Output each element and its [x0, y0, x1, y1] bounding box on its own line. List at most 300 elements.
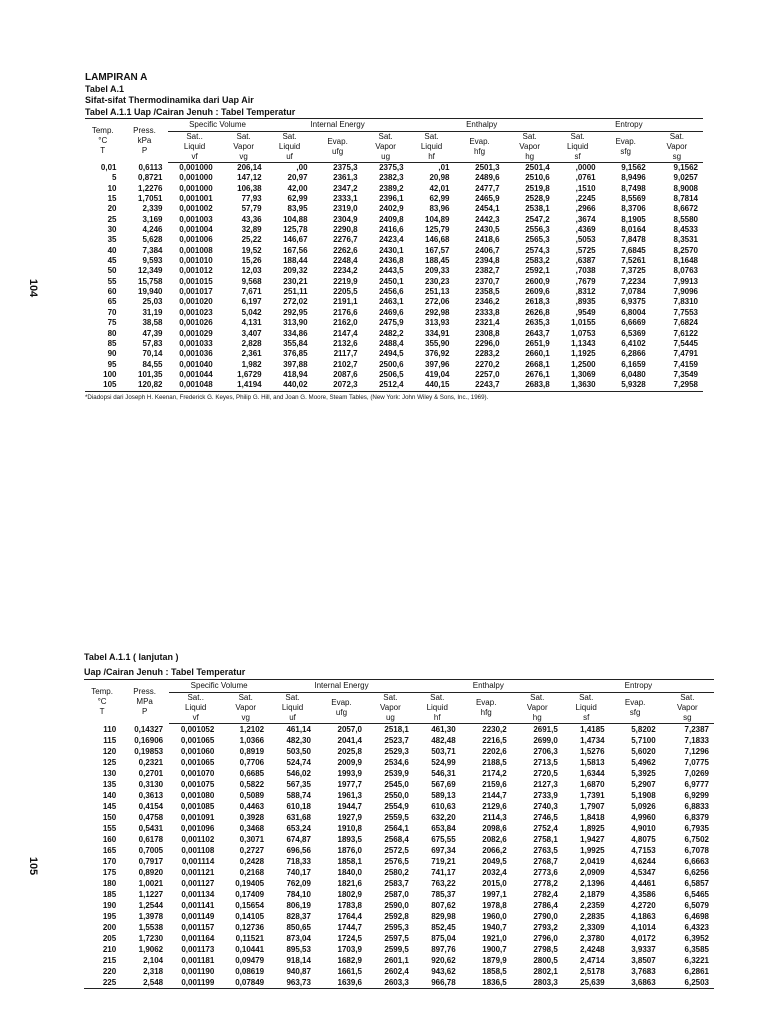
table-cell: 2786,4: [533, 901, 558, 910]
table-cell: 6,7935: [684, 824, 709, 833]
table-cell: 5,4962: [631, 758, 656, 767]
header-text: Temp.: [91, 125, 114, 135]
table-cell: 4,7153: [631, 846, 656, 855]
table-cell: 852,45: [431, 923, 456, 932]
table-cell: 7,0269: [684, 769, 709, 778]
table-row: [85, 256, 703, 266]
table-cell: 7,0784: [621, 287, 646, 297]
property-column-header: [505, 132, 555, 163]
table-cell: 1703,9: [337, 945, 362, 954]
property-column-header: [316, 693, 367, 724]
table-cell: 1,2500: [571, 359, 596, 369]
table-cell: 0,8721: [138, 173, 163, 183]
header-text: Liquid: [420, 142, 443, 151]
table-subtitle: Sifat-sifat Thermodinamika dari Uap Air: [85, 95, 254, 105]
table-cell: 2488,4: [379, 338, 404, 348]
table-cell: 185: [102, 890, 117, 899]
table-cell: 2,4714: [580, 956, 605, 965]
table-cell: 6,8004: [621, 307, 646, 317]
table-cell: 674,87: [286, 835, 311, 844]
table-cell: 6,1659: [621, 359, 646, 369]
table-cell: 7,4791: [673, 349, 698, 359]
table-cell: 4,6244: [631, 857, 656, 866]
table-cell: 2489,6: [475, 173, 500, 183]
table-cell: 2501,4: [525, 163, 550, 172]
table-cell: ,01: [438, 163, 450, 172]
property-column-header: [267, 132, 313, 163]
table-cell: 2114,3: [482, 813, 507, 822]
table-cell: 200: [102, 923, 117, 932]
table-cell: 15,758: [138, 276, 163, 286]
property-column-header: [651, 132, 703, 163]
table-cell: 2519,8: [525, 183, 550, 193]
table-cell: 83,96: [429, 204, 450, 214]
table-cell: 1,2276: [138, 183, 163, 193]
table-cell: 2144,7: [482, 791, 507, 800]
table-cell: 6,4323: [684, 923, 709, 932]
table-cell: 2,339: [142, 204, 163, 214]
table-cell: 1,5538: [138, 923, 164, 932]
table-cell: 2456,6: [379, 287, 404, 297]
header-text: Sat.: [238, 693, 253, 702]
table-cell: 1944,7: [337, 802, 362, 811]
header-text: uf: [289, 713, 296, 722]
table-cell: 2803,3: [512, 977, 563, 989]
table-cell: 334,86: [283, 328, 308, 338]
table-cell: 2191,1: [333, 297, 358, 307]
table-cell: 106,38: [237, 183, 262, 193]
table-cell: 8,0164: [621, 225, 646, 235]
table-cell: 125,79: [425, 225, 450, 235]
table-cell: 2270,2: [475, 359, 500, 369]
table-cell: 697,34: [431, 846, 456, 855]
table-cell: 7,0775: [684, 758, 709, 767]
table-cell: 2308,8: [475, 328, 500, 338]
internal-energy-header: Internal Energy: [269, 680, 414, 693]
table-caption: Tabel A.1.1 ( lanjutan ): [84, 652, 179, 662]
table-cell: 220: [102, 967, 117, 976]
table-cell: 2482,2: [379, 328, 404, 338]
table-cell: 1,7907: [580, 802, 605, 811]
header-text: Evap.: [475, 698, 497, 707]
table-cell: 7,6122: [673, 328, 698, 338]
table-cell: 0,07849: [222, 977, 269, 989]
table-cell: 1836,5: [461, 977, 512, 989]
table-cell: 101,35: [138, 369, 163, 379]
table-cell: 155: [102, 824, 117, 833]
table-cell: 292,95: [283, 307, 308, 317]
table-cell: 940,87: [286, 967, 311, 976]
table-cell: 2465,9: [475, 194, 500, 204]
table-cell: 6,2503: [661, 977, 714, 989]
table-cell: 38,58: [142, 318, 163, 328]
table-cell: 7,2234: [621, 276, 646, 286]
table-row: [84, 867, 714, 878]
table-cell: 2782,4: [533, 890, 558, 899]
table-cell: 0,001006: [179, 235, 213, 245]
table-cell: 2518,1: [384, 725, 409, 734]
table-cell: 1,7391: [580, 791, 605, 800]
table-cell: 918,14: [286, 956, 311, 965]
table-cell: 6,197: [241, 297, 262, 307]
table-cell: 2450,1: [379, 276, 404, 286]
table-cell: 2574,3: [525, 245, 550, 255]
table-row: [84, 779, 714, 790]
saturation-temperature-table: [85, 118, 703, 392]
header-text: °C: [98, 135, 108, 145]
table-cell: 9,1562: [621, 163, 646, 172]
table-cell: 2,104: [143, 956, 164, 965]
table-cell: 2406,7: [475, 245, 500, 255]
table-cell: 1,6729: [237, 369, 262, 379]
steam-table-section-1: [85, 72, 703, 401]
table-cell: 7,5445: [673, 338, 698, 348]
table-cell: 30: [107, 225, 117, 235]
table-cell: 25,639: [563, 977, 610, 989]
table-cell: 2370,7: [475, 276, 500, 286]
table-cell: 57,79: [241, 204, 262, 214]
table-cell: 188,44: [283, 256, 308, 266]
table-cell: 272,02: [283, 297, 308, 307]
table-cell: 6,6256: [684, 868, 709, 877]
entropy-header: Entropy: [555, 119, 703, 132]
table-cell: ,5725: [575, 245, 596, 255]
header-text: Sat.: [285, 693, 300, 702]
property-column-header: [455, 132, 505, 163]
table-cell: 482,30: [286, 736, 311, 745]
table-row: [85, 184, 703, 194]
source-footnote: *Diadopsi dari Joseph H. Keenan, Frederick G. Keyes, Philip G. Hill, and Joan G. Moore, Steam Tables, (New York: John Wiley & Sons, Inc., 1969).: [85, 393, 489, 401]
table-cell: 0,001001: [179, 194, 213, 204]
table-cell: 9,0257: [673, 173, 698, 183]
table-cell: 1927,9: [337, 813, 362, 822]
table-cell: 95: [107, 359, 117, 369]
table-cell: 546,31: [431, 769, 456, 778]
table-cell: 2333,1: [333, 194, 358, 204]
header-text: Liquid: [426, 703, 448, 712]
property-column-header: [414, 693, 461, 724]
table-cell: 2296,0: [475, 338, 500, 348]
table-cell: 440,15: [409, 380, 455, 391]
table-cell: 6,8833: [684, 802, 709, 811]
table-cell: 2500,6: [379, 359, 404, 369]
table-cell: 1858,5: [482, 967, 507, 976]
table-cell: 2564,1: [384, 824, 409, 833]
table-cell: 2283,2: [475, 349, 500, 359]
table-cell: 1,9062: [138, 945, 164, 954]
header-text: Liquid: [575, 703, 597, 712]
table-cell: 0,2168: [239, 868, 265, 877]
header-text: P: [141, 145, 148, 155]
table-cell: 120,82: [120, 380, 168, 391]
header-text: Vapor: [233, 142, 255, 151]
table-cell: 503,71: [431, 747, 456, 756]
header-text: ug: [385, 713, 395, 722]
table-row: [84, 812, 714, 823]
table-cell: 3,7683: [631, 967, 656, 976]
table-cell: 829,98: [431, 912, 456, 921]
table-cell: 0,001023: [179, 307, 213, 317]
table-cell: 251,11: [283, 287, 308, 297]
table-row: [84, 724, 714, 736]
table-cell: 2554,9: [384, 802, 409, 811]
table-cell: 2176,6: [333, 307, 358, 317]
table-cell: 25,03: [142, 297, 163, 307]
table-cell: 2117,7: [333, 349, 358, 359]
table-cell: 9,1562: [673, 163, 698, 172]
table-cell: 165: [102, 846, 117, 855]
table-cell: 762,09: [286, 879, 311, 888]
table-row: [85, 349, 703, 359]
table-cell: 1876,0: [337, 846, 362, 855]
steam-table-section-2: [84, 652, 714, 989]
table-cell: 7,8478: [621, 235, 646, 245]
table-cell: 2418,6: [475, 235, 500, 245]
table-cell: 15,26: [241, 256, 262, 266]
table-cell: 2752,4: [533, 824, 558, 833]
table-cell: 0,001040: [179, 359, 213, 369]
table-row: [84, 823, 714, 834]
table-cell: 482,48: [431, 736, 456, 745]
table-cell: 1783,8: [337, 901, 362, 910]
table-cell: 85: [107, 338, 117, 348]
table-cell: 1,5276: [580, 747, 605, 756]
table-cell: 2,3780: [580, 934, 605, 943]
table-cell: 2626,8: [525, 307, 550, 317]
enthalpy-header: Enthalpy: [414, 680, 563, 693]
table-row: [84, 977, 714, 989]
table-cell: 2087,6: [333, 369, 358, 379]
table-cell: 1682,9: [337, 956, 362, 965]
table-cell: 6,3221: [684, 956, 709, 965]
table-cell: ,3674: [575, 214, 596, 224]
table-cell: 6,7502: [684, 835, 709, 844]
table-cell: 1893,5: [337, 835, 362, 844]
table-cell: 2361,3: [333, 173, 358, 183]
table-cell: 6,3585: [684, 945, 709, 954]
table-cell: 2763,5: [533, 846, 558, 855]
header-text: Evap.: [624, 698, 646, 707]
internal-energy-header: Internal Energy: [267, 119, 409, 132]
header-text: Vapor: [666, 142, 688, 151]
table-cell: 120: [102, 747, 117, 756]
table-cell: 440,02: [267, 380, 313, 391]
table-cell: 0,7917: [138, 857, 164, 866]
table-cell: 696,56: [286, 846, 311, 855]
table-cell: 7,671: [241, 287, 262, 297]
header-text: T: [100, 145, 106, 155]
table-cell: 8,4533: [673, 225, 698, 235]
table-cell: 0,2321: [138, 758, 164, 767]
table-cell: 2102,7: [333, 359, 358, 369]
table-cell: 2539,9: [384, 769, 409, 778]
table-row: [85, 287, 703, 297]
table-row: [84, 878, 714, 889]
table-cell: 0,6685: [239, 769, 265, 778]
table-cell: 2347,2: [333, 183, 358, 193]
table-cell: 2162,0: [333, 318, 358, 328]
table-cell: 1910,8: [337, 824, 362, 833]
table-cell: 546,02: [286, 769, 311, 778]
table-cell: 2529,3: [384, 747, 409, 756]
table-cell: 1858,1: [337, 857, 362, 866]
table-cell: 0,4758: [138, 813, 164, 822]
table-cell: 1,2544: [138, 901, 164, 910]
table-cell: 784,10: [286, 890, 311, 899]
table-cell: 83,95: [287, 204, 308, 214]
table-cell: 5,628: [142, 235, 163, 245]
table-cell: 2576,5: [384, 857, 409, 866]
table-cell: 5: [112, 173, 117, 183]
table-cell: 875,04: [431, 934, 456, 943]
table-cell: 70: [107, 307, 117, 317]
table-cell: 31,19: [142, 307, 163, 317]
table-cell: 966,78: [414, 977, 461, 989]
table-cell: 1,7230: [138, 934, 164, 943]
table-cell: 230,21: [283, 276, 308, 286]
table-cell: 2430,5: [475, 225, 500, 235]
table-cell: 1,3978: [138, 912, 164, 921]
table-cell: 0,001002: [179, 204, 213, 214]
table-row: [85, 266, 703, 276]
table-cell: 55: [107, 276, 117, 286]
table-cell: 0,01: [100, 162, 117, 172]
table-cell: ,7679: [575, 276, 596, 286]
table-cell: 0,7706: [239, 758, 265, 767]
table-cell: 1,0021: [138, 879, 164, 888]
table-cell: 3,9337: [631, 945, 656, 954]
header-text: Vapor: [375, 142, 396, 151]
table-cell: 0,001108: [181, 846, 215, 855]
table-cell: 1921,0: [482, 934, 507, 943]
header-text: Liquid: [183, 142, 206, 151]
header-text: MPa: [136, 696, 153, 706]
table-cell: 589,13: [431, 791, 456, 800]
table-cell: 105: [85, 380, 120, 391]
table-cell: 2389,2: [379, 183, 404, 193]
pressure-column-header: [120, 119, 168, 163]
table-cell: 5,6020: [631, 747, 656, 756]
table-cell: 195: [102, 912, 117, 921]
table-cell: ,1510: [575, 183, 596, 193]
table-cell: 8,6672: [673, 204, 698, 214]
table-cell: 2643,7: [525, 328, 550, 338]
table-cell: 6,5079: [684, 901, 709, 910]
table-cell: 2733,9: [533, 791, 558, 800]
header-text: °C: [97, 696, 107, 706]
table-cell: 0,8919: [239, 747, 265, 756]
table-cell: 0,001114: [181, 857, 215, 866]
table-cell: 0,08619: [235, 967, 265, 976]
table-cell: 9,593: [142, 256, 163, 266]
table-cell: 5,3925: [631, 769, 656, 778]
table-row: [85, 163, 703, 174]
table-cell: 2230,2: [482, 725, 507, 734]
property-column-header: [313, 132, 363, 163]
table-cell: 1744,7: [337, 923, 362, 932]
property-column-header: [512, 693, 563, 724]
table-cell: 0,10441: [235, 945, 265, 954]
table-cell: 2216,5: [482, 736, 507, 745]
table-cell: 2618,3: [525, 297, 550, 307]
table-cell: 1940,7: [482, 923, 507, 932]
header-text: ug: [381, 152, 391, 161]
table-cell: 84,55: [142, 359, 163, 369]
table-cell: 8,9496: [621, 173, 646, 183]
table-cell: 6,9777: [684, 780, 709, 789]
table-cell: 1639,6: [316, 977, 367, 989]
property-column-header: [363, 132, 409, 163]
table-cell: 895,53: [286, 945, 311, 954]
table-cell: 2442,3: [475, 214, 500, 224]
table-row: [84, 834, 714, 845]
table-cell: 0,001080: [180, 791, 215, 800]
table-cell: 1,0753: [571, 328, 596, 338]
table-cell: 19,52: [241, 245, 262, 255]
table-cell: 205: [102, 934, 117, 943]
table-cell: 461,30: [431, 725, 456, 734]
table-cell: 2358,5: [475, 287, 500, 297]
table-cell: 785,37: [431, 890, 456, 899]
table-cell: 2676,1: [525, 369, 550, 379]
table-cell: ,4369: [575, 225, 596, 235]
table-cell: 206,14: [237, 163, 262, 172]
table-cell: 2375,3: [379, 163, 404, 172]
table-cell: 503,50: [286, 747, 311, 756]
table-cell: 675,55: [431, 835, 456, 844]
table-cell: 2443,5: [379, 266, 404, 276]
table-cell: 632,20: [431, 813, 456, 822]
table-cell: 1,0366: [239, 736, 265, 745]
table-row: [84, 922, 714, 933]
table-cell: 2159,6: [482, 780, 507, 789]
entropy-header: Entropy: [563, 680, 714, 693]
table-cell: 0,001096: [180, 824, 215, 833]
table-row: [85, 215, 703, 225]
table-cell: 7,6845: [621, 245, 646, 255]
table-cell: 2205,5: [333, 287, 358, 297]
table-cell: 2538,1: [525, 204, 550, 214]
table-subcaption: Uap /Cairan Jenuh : Tabel Temperatur: [84, 666, 246, 677]
table-cell: 2660,1: [525, 349, 550, 359]
table-cell: 3,6863: [610, 977, 661, 989]
table-cell: 397,96: [425, 359, 450, 369]
table-cell: 40: [107, 245, 117, 255]
header-text: hf: [428, 152, 435, 161]
table-cell: 567,35: [286, 780, 311, 789]
table-cell: 6,8379: [684, 813, 709, 822]
table-cell: 1,3630: [555, 380, 601, 391]
table-cell: 0,001070: [180, 769, 215, 778]
table-cell: 2,3309: [580, 923, 605, 932]
table-cell: 0,001181: [181, 956, 215, 965]
table-cell: 5,8202: [631, 725, 656, 734]
table-cell: 0,6178: [138, 835, 164, 844]
table-cell: 2651,9: [525, 338, 550, 348]
table-cell: 20,98: [429, 173, 450, 183]
table-cell: 0,001052: [180, 725, 215, 734]
table-cell: ,00: [296, 163, 308, 172]
table-cell: 2523,7: [384, 736, 409, 745]
table-cell: 2595,3: [384, 923, 409, 932]
table-cell: 12,03: [241, 266, 262, 276]
table-cell: 170: [102, 857, 117, 866]
table-cell: 2423,4: [379, 235, 404, 245]
specific-volume-header: Specific Volume: [169, 680, 269, 693]
table-cell: 4,5347: [631, 868, 656, 877]
table-cell: ,0000: [575, 163, 596, 172]
table-cell: 2572,5: [384, 846, 409, 855]
